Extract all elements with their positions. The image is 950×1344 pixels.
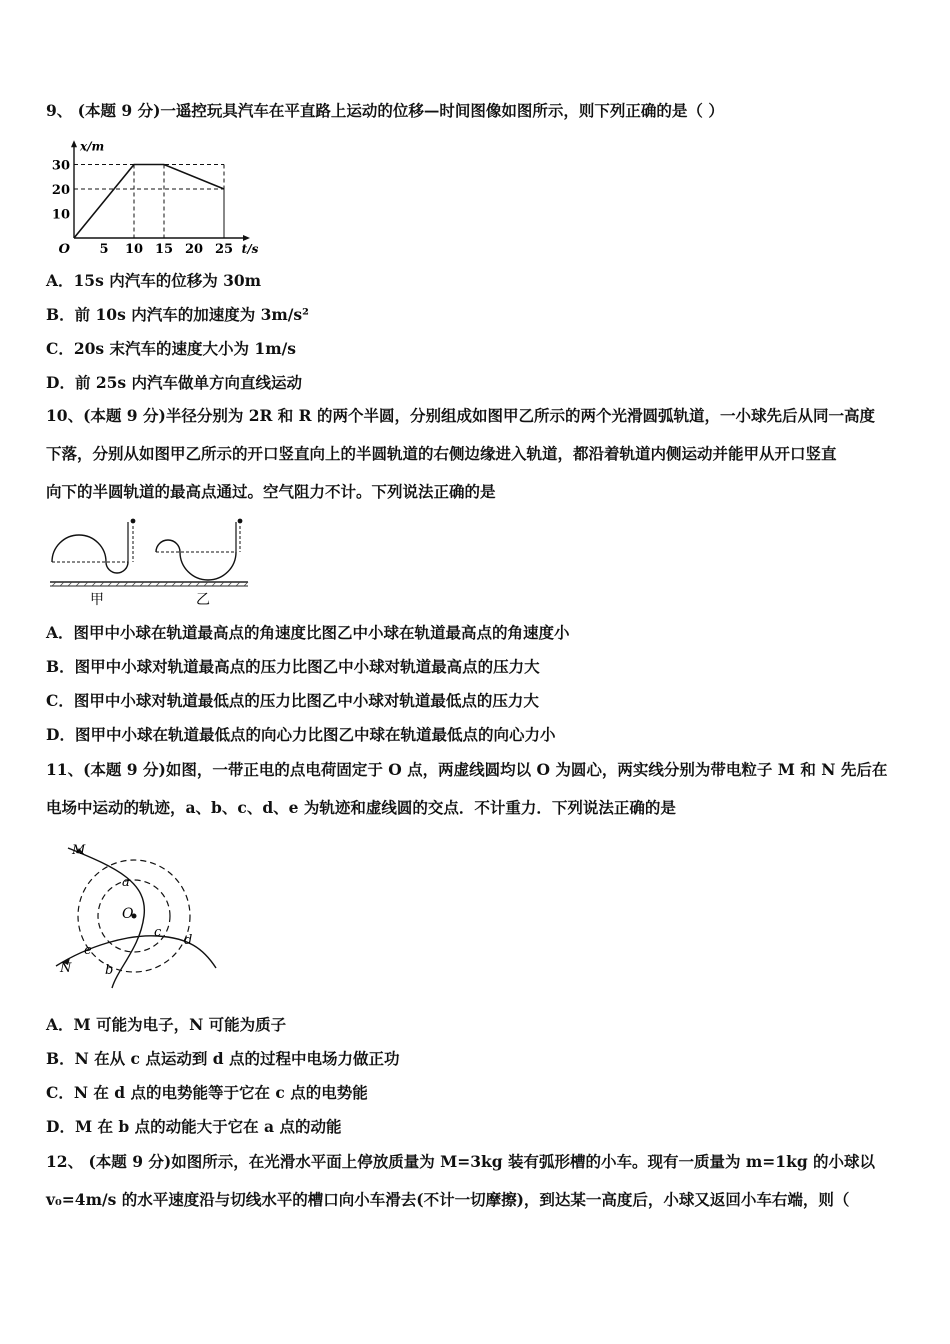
q9-option-b: B．前 10s 内汽车的加速度为 3m/s² xyxy=(46,305,309,324)
y-tick-label: 30 xyxy=(51,158,70,174)
x-axis-label: t/s xyxy=(241,242,258,256)
q11-option-d: D．M 在 b 点的动能大于它在 a 点的动能 xyxy=(46,1117,342,1136)
y-axis-arrow xyxy=(71,140,77,147)
q9-stem: 9、 (本题 9 分)一遥控玩具汽车在平直路上运动的位移—时间图像如图所示，则下列正确的是（ ） xyxy=(46,101,724,120)
x-tick-label: 5 xyxy=(99,242,109,257)
q10-option-b: B．图甲中小球对轨道最高点的压力比图乙中小球对轨道最高点的压力大 xyxy=(46,657,540,676)
label-O: O xyxy=(122,906,134,922)
q9-xt-graph xyxy=(48,128,258,258)
q12-stem-line-2: v₀=4m/s 的水平速度沿与切线水平的槽口向小车滑去(不计一切摩擦)，到达某一高度后，小球又返回小车右端，则（ xyxy=(46,1190,850,1209)
series-line xyxy=(74,165,224,239)
label-b: b xyxy=(105,963,114,978)
q10-option-c: C．图甲中小球对轨道最低点的压力比图乙中小球对轨道最低点的压力大 xyxy=(46,691,539,710)
q10-option-a: A．图甲中小球在轨道最高点的角速度比图乙中小球在轨道最高点的角速度小 xyxy=(46,623,570,642)
label-d: d xyxy=(184,933,193,948)
label-jia: 甲 xyxy=(90,592,104,608)
q11-stem-line-1: 11、(本题 9 分)如图，一带正电的点电荷固定于 O 点，两虚线圆均以 O 为圆心，两实线分别为带电粒子 M 和 N 先后在 xyxy=(46,760,888,779)
y-tick-label: 10 xyxy=(51,207,70,223)
q9-option-a: A．15s 内汽车的位移为 30m xyxy=(46,271,262,290)
label-e: e xyxy=(84,943,92,958)
q9-option-c: C．20s 末汽车的速度大小为 1m/s xyxy=(46,339,296,358)
q11-option-a: A．M 可能为电子，N 可能为质子 xyxy=(46,1015,287,1034)
label-N: N xyxy=(60,961,72,976)
label-M: M xyxy=(72,843,86,858)
q12-stem-line-1: 12、 (本题 9 分)如图所示，在光滑水平面上停放质量为 M=3kg 装有弧形槽的小车。现有一质量为 m=1kg 的小球以 xyxy=(46,1152,876,1171)
label-a: a xyxy=(122,875,130,890)
y-tick-label: 20 xyxy=(51,183,70,198)
q10-track-figure xyxy=(46,512,256,612)
q11-field-figure xyxy=(48,838,218,998)
q10-stem-line-2: 下落，分别从如图甲乙所示的开口竖直向上的半圆轨道的右侧边缘进入轨道，都沿着轨道内侧运动并能甲从开口竖直 xyxy=(46,444,837,463)
q11-stem-line-2: 电场中运动的轨迹，a、b、c、d、e 为轨迹和虚线圆的交点．不计重力．下列说法正确的是 xyxy=(46,798,676,817)
q11-option-b: B．N 在从 c 点运动到 d 点的过程中电场力做正功 xyxy=(46,1049,400,1068)
x-tick-label: 20 xyxy=(184,242,204,257)
q10-stem-line-1: 10、(本题 9 分)半径分别为 2R 和 R 的两个半圆，分别组成如图甲乙所示的两个光滑圆弧轨道，一小球先后从同一高度 xyxy=(46,406,875,425)
x-tick-label: 10 xyxy=(124,242,144,257)
q11-option-c: C．N 在 d 点的电势能等于它在 c 点的电势能 xyxy=(46,1083,368,1102)
y-axis-label: x/m xyxy=(80,139,105,154)
label-yi: 乙 xyxy=(196,592,210,608)
x-tick-label: 15 xyxy=(154,242,174,257)
q9-option-d: D．前 25s 内汽车做单方向直线运动 xyxy=(46,373,303,392)
q10-stem-line-3: 向下的半圆轨道的最高点通过。空气阻力不计。下列说法正确的是 xyxy=(46,482,496,501)
label-c: c xyxy=(154,925,162,940)
x-axis-arrow xyxy=(243,235,250,241)
x-tick-label: 25 xyxy=(214,242,234,257)
origin-label: O xyxy=(58,242,70,257)
q10-option-d: D．图甲中小球在轨道最低点的向心力比图乙中球在轨道最低点的向心力小 xyxy=(46,725,556,744)
